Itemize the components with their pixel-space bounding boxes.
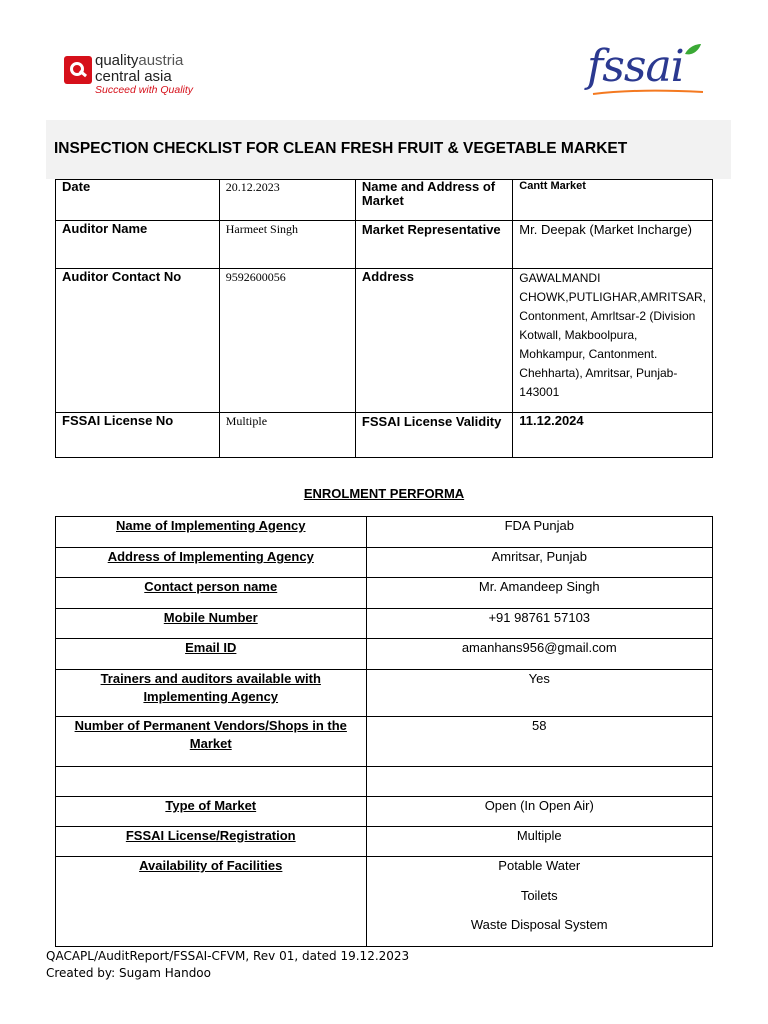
enrolment-heading: ENROLMENT PERFORMA: [303, 486, 465, 501]
date-label: Date: [56, 180, 220, 221]
qa-logo-text-central-asia: central asia: [95, 68, 172, 85]
fssai-logo: [585, 40, 710, 102]
facility-item: Waste Disposal System: [470, 917, 608, 932]
enrolment-key: FSSAI License/Registration: [56, 827, 367, 857]
market-rep-value: Mr. Deepak (Market Incharge): [513, 221, 713, 269]
table-row: [56, 827, 713, 857]
enrolment-value: amanhans956@gmail.com: [366, 639, 713, 670]
enrolment-value: Open (In Open Air): [366, 797, 713, 827]
auditor-name-label: Auditor Name: [56, 221, 220, 269]
fssai-leaf-icon: [585, 40, 710, 102]
auditor-contact-value: 9592600056: [219, 269, 355, 413]
enrolment-value: Mr. Amandeep Singh: [366, 578, 713, 609]
enrolment-value: [366, 767, 713, 797]
table-row: [56, 180, 713, 221]
title-band: [46, 120, 731, 179]
market-rep-label: Market Representative: [355, 221, 512, 269]
enrolment-value: FDA Punjab: [366, 517, 713, 548]
table-row: [56, 578, 713, 609]
footer-created-by: Created by: Sugam Handoo: [46, 966, 211, 980]
table-row: [56, 639, 713, 670]
quality-austria-q-icon: [64, 56, 92, 84]
table-row: [56, 221, 713, 269]
table-row: [56, 717, 713, 767]
enrolment-key: Contact person name: [56, 578, 367, 609]
address-value: GAWALMANDI CHOWK,PUTLIGHAR,AMRITSAR, Contonment, Amrltsar-2 (Division Kotwall, Makboolpura, Mohkampur, Cantonment. Chehharta), Amritsar, Punjab-143001: [513, 269, 713, 413]
facilities-value: [366, 857, 713, 947]
fssai-license-value: Multiple: [219, 413, 355, 458]
enrolment-value: +91 98761 57103: [366, 609, 713, 639]
quality-austria-logo: [64, 52, 224, 98]
qa-logo-tagline: Succeed with Quality: [95, 84, 194, 96]
table-row: [56, 797, 713, 827]
enrolment-key: Trainers and auditors available with Implementing Agency: [56, 670, 367, 717]
enrolment-key: Mobile Number: [56, 609, 367, 639]
table-row: [56, 857, 713, 947]
enrolment-key: Address of Implementing Agency: [56, 548, 367, 578]
enrolment-key: Email ID: [56, 639, 367, 670]
market-name-label: Name and Address of Market: [355, 180, 512, 221]
enrolment-value: Yes: [366, 670, 713, 717]
auditor-name-value: Harmeet Singh: [219, 221, 355, 269]
enrolment-value: 58: [366, 717, 713, 767]
facility-item: Potable Water: [498, 858, 581, 873]
qa-logo-text-quality: quality: [95, 52, 139, 69]
inspection-details-table: [55, 179, 713, 458]
fssai-logo-text: fssai: [587, 41, 684, 92]
page-title: INSPECTION CHECKLIST FOR CLEAN FRESH FRUIT & VEGETABLE MARKET: [54, 140, 628, 157]
table-row: [56, 413, 713, 458]
fssai-validity-label: FSSAI License Validity: [355, 413, 512, 458]
table-row: [56, 609, 713, 639]
table-row: [56, 670, 713, 717]
table-row: [56, 767, 713, 797]
market-name-value: Cantt Market: [513, 180, 713, 221]
table-row: [56, 548, 713, 578]
facilities-key: Availability of Facilities: [56, 857, 367, 947]
enrolment-table: [55, 516, 713, 947]
footer-reference: QACAPL/AuditReport/FSSAI-CFVM, Rev 01, dated 19.12.2023: [46, 949, 410, 963]
table-row: [56, 517, 713, 548]
enrolment-key: Number of Permanent Vendors/Shops in the Market: [56, 717, 367, 767]
enrolment-key: [56, 767, 367, 797]
enrolment-value: Multiple: [366, 827, 713, 857]
enrolment-key: Type of Market: [56, 797, 367, 827]
enrolment-value: Amritsar, Punjab: [366, 548, 713, 578]
fssai-validity-value: 11.12.2024: [513, 413, 713, 458]
address-label: Address: [355, 269, 512, 413]
fssai-license-label: FSSAI License No: [56, 413, 220, 458]
qa-logo-text-austria: austria: [138, 52, 184, 69]
date-value: 20.12.2023: [219, 180, 355, 221]
facility-item: Toilets: [520, 888, 558, 903]
auditor-contact-label: Auditor Contact No: [56, 269, 220, 413]
enrolment-key: Name of Implementing Agency: [56, 517, 367, 548]
table-row: [56, 269, 713, 413]
